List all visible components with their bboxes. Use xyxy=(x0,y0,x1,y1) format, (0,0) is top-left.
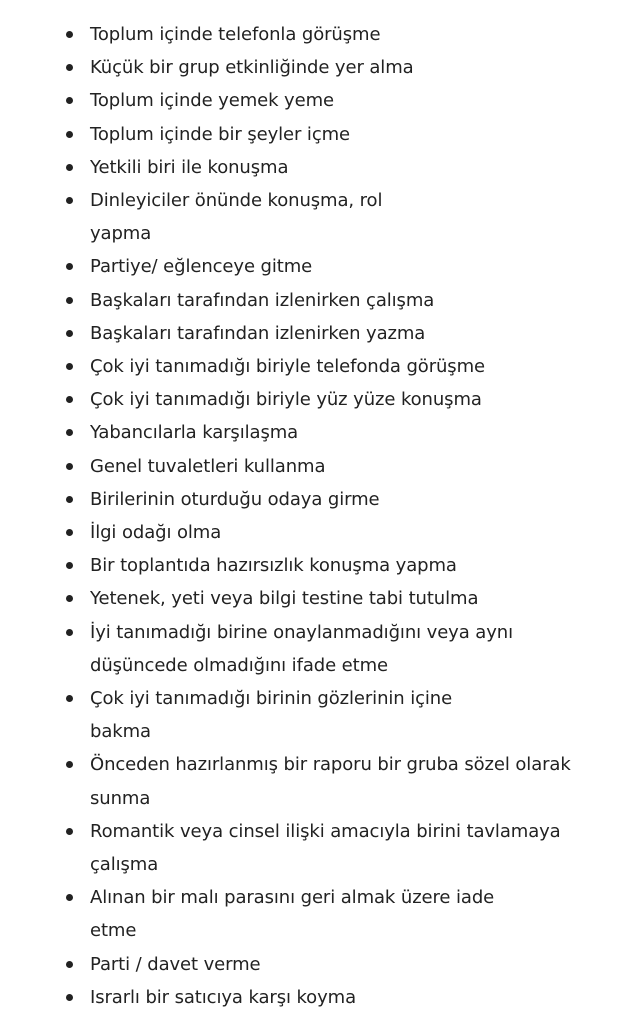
list-item-text-line-1: Önceden hazırlanmış bir raporu bir gruba sözel olarak xyxy=(90,754,571,776)
list-item xyxy=(0,582,622,615)
list-item-text: Genel tuvaletleri kullanma xyxy=(90,455,326,477)
list-item-text: Toplum içinde bir şeyler içme xyxy=(90,123,351,145)
list-item xyxy=(0,549,622,582)
bullet-icon xyxy=(66,164,73,171)
list-item-text-line-1: İyi tanımadığı birine onaylanmadığını veya aynı xyxy=(90,621,513,643)
list-item xyxy=(0,981,622,1014)
list-item xyxy=(0,250,622,283)
list-item-text: Israrlı bir satıcıya karşı koyma xyxy=(90,986,357,1008)
list-item-text: Yetenek, yeti veya bilgi testine tabi tutulma xyxy=(90,588,479,610)
list-item xyxy=(0,815,622,881)
list-item-text: Birilerinin oturduğu odaya girme xyxy=(90,488,380,510)
list-item-text-line-2: yapma xyxy=(90,223,152,245)
bullet-icon xyxy=(66,529,73,536)
bullet-icon xyxy=(66,31,73,38)
list-item xyxy=(0,682,622,748)
list-item-text: Çok iyi tanımadığı biriyle yüz yüze konuşma xyxy=(90,389,482,411)
bullet-icon xyxy=(66,97,73,104)
list-item xyxy=(0,18,622,51)
bullet-icon xyxy=(66,330,73,337)
bullet-icon xyxy=(66,894,73,901)
bullet-icon xyxy=(66,64,73,71)
list-item-text-line-2: düşüncede olmadığını ifade etme xyxy=(90,654,389,676)
bullet-icon xyxy=(66,297,73,304)
list-item xyxy=(0,151,622,184)
list-item-text: Toplum içinde telefonla görüşme xyxy=(90,24,381,45)
bullet-icon xyxy=(66,595,73,602)
bullet-icon xyxy=(66,994,73,1001)
list-item-text-line-1: Romantik veya cinsel ilişki amacıyla birini tavlamaya xyxy=(90,820,561,842)
bullet-icon xyxy=(66,562,73,569)
list-item xyxy=(0,483,622,516)
list-item xyxy=(0,284,622,317)
list-item xyxy=(0,948,622,981)
list-item-text-line-2: bakma xyxy=(90,721,151,743)
list-item xyxy=(0,516,622,549)
list-item xyxy=(0,383,622,416)
bullet-icon xyxy=(66,761,73,768)
list-item xyxy=(0,118,622,151)
bullet-icon xyxy=(66,629,73,636)
list-item-text: Çok iyi tanımadığı biriyle telefonda görüşme xyxy=(90,356,485,378)
list-item xyxy=(0,317,622,350)
list-item xyxy=(0,616,622,682)
list-item xyxy=(0,51,622,84)
list-item xyxy=(0,184,622,250)
list-item-text: Başkaları tarafından izlenirken yazma xyxy=(90,322,426,344)
list-item-text-line-2: etme xyxy=(90,920,137,942)
list-item-text-line-2: sunma xyxy=(90,787,151,809)
list-item xyxy=(0,416,622,449)
bullet-icon xyxy=(66,263,73,270)
list-item-text: İlgi odağı olma xyxy=(90,522,222,544)
bullet-icon xyxy=(66,463,73,470)
list-item-text: Toplum içinde yemek yeme xyxy=(90,90,334,112)
list-item-text-line-2: çalışma xyxy=(90,854,159,876)
bullet-icon xyxy=(66,363,73,370)
list-item-text: Yetkili biri ile konuşma xyxy=(90,156,289,178)
bullet-icon xyxy=(66,496,73,503)
list-item-text-line-1: Çok iyi tanımadığı birinin gözlerinin içine xyxy=(90,688,453,710)
list-item xyxy=(0,450,622,483)
bullet-icon xyxy=(66,429,73,436)
list-item-text: Parti / davet verme xyxy=(90,953,261,975)
list-item-text: Küçük bir grup etkinliğinde yer alma xyxy=(90,57,414,79)
bullet-icon xyxy=(66,961,73,968)
bullet-icon xyxy=(66,197,73,204)
list-item-text-line-1: Alınan bir malı parasını geri almak üzere iade xyxy=(90,887,495,909)
list-item xyxy=(0,881,622,947)
list-item-text: Bir toplantıda hazırsızlık konuşma yapma xyxy=(90,555,457,577)
list-item-text: Partiye/ eğlenceye gitme xyxy=(90,256,313,278)
bullet-icon xyxy=(66,695,73,702)
bullet-icon xyxy=(66,131,73,138)
list-item-text: Yabancılarla karşılaşma xyxy=(90,422,299,444)
list-item xyxy=(0,84,622,117)
bullet-icon xyxy=(66,828,73,835)
list-item-text-line-1: Dinleyiciler önünde konuşma, rol xyxy=(90,190,383,212)
list-item-text: Başkaları tarafından izlenirken çalışma xyxy=(90,289,435,311)
list-item xyxy=(0,748,622,814)
bullet-icon xyxy=(66,396,73,403)
list-item xyxy=(0,350,622,383)
